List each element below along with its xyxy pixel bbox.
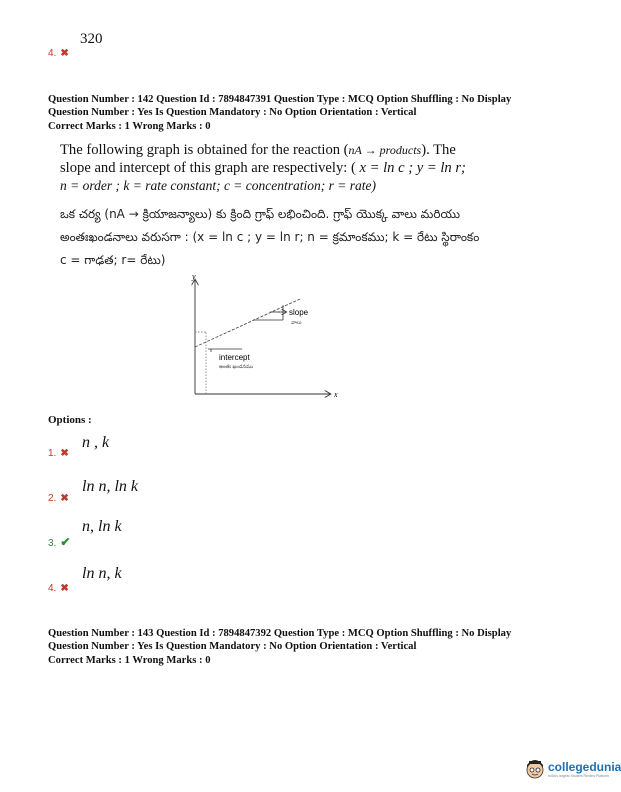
slope-label-telugu: వాలు [291, 320, 302, 326]
slope-label: slope [289, 308, 309, 317]
next-question-meta-line2: Question Number : Yes Is Question Mandatory : No Option Orientation : Vertical [48, 641, 417, 652]
option-4-number: 4. [48, 583, 57, 594]
wrong-mark-icon: ✖ [60, 583, 69, 594]
options-heading: Options : [48, 414, 92, 426]
option-4-marker [48, 578, 69, 596]
collegedunia-logo [524, 758, 621, 780]
next-question-marks: Correct Marks : 1 Wrong Marks : 0 [48, 655, 211, 666]
question-text-line2: slope and intercept of this graph are respectively: ( x = ln c ; y = ln r; [60, 160, 466, 176]
logo-tagline: India's largest Student Review Platform [548, 774, 609, 778]
reaction-graph [180, 272, 360, 407]
option-1-number: 1. [48, 448, 57, 459]
prev-option-number: 4. [48, 48, 57, 59]
wrong-mark-icon: ✖ [60, 493, 69, 504]
option-3-text[interactable]: n, ln k [82, 518, 122, 535]
wrong-mark-icon: ✖ [60, 48, 69, 59]
page-number: 320 [80, 31, 103, 47]
correct-check-icon: ✔ [60, 535, 71, 549]
x-axis-label: x [334, 390, 338, 399]
question-text-line3: n = order ; k = rate constant; c = concentration; r = rate) [60, 178, 377, 193]
wrong-mark-icon: ✖ [60, 448, 69, 459]
plot-line [195, 299, 300, 347]
option-2-text[interactable]: ln n, ln k [82, 478, 138, 495]
question-meta-line1: Question Number : 142 Question Id : 7894847391 Question Type : MCQ Option Shuffling : No Display [48, 94, 512, 105]
option-1-text[interactable]: n , k [82, 434, 110, 451]
next-question-meta-line1: Question Number : 143 Question Id : 7894847392 Question Type : MCQ Option Shuffling : No Display [48, 628, 512, 639]
y-axis-label: y [192, 272, 196, 281]
option-4-text[interactable]: ln n, k [82, 565, 122, 582]
question-telugu-line2: అంతఃఖండనాలు వరుసగా : (x = ln c ; y = ln r; n = క్రమాంకము; k = రేటు స్థిరాంకం [60, 230, 480, 244]
intercept-label: intercept [219, 353, 250, 362]
option-1-marker [48, 443, 69, 461]
intercept-label-telugu: అంతః ఖండనము [219, 364, 254, 370]
question-meta-line2: Question Number : Yes Is Question Mandatory : No Option Orientation : Vertical [48, 107, 417, 118]
question-marks: Correct Marks : 1 Wrong Marks : 0 [48, 121, 211, 132]
option-3-number: 3. [48, 538, 57, 549]
option-2-number: 2. [48, 493, 57, 504]
logo-name: collegedunia [548, 760, 621, 774]
question-text-line1: The following graph is obtained for the reaction (nA → products). The [60, 142, 456, 158]
question-telugu-line3: c = గాఢత; r= రేటు) [60, 253, 166, 267]
prev-option-marker [48, 43, 69, 61]
option-2-marker [48, 488, 69, 506]
option-3-marker [48, 533, 70, 551]
mascot-icon [524, 758, 546, 780]
question-telugu-line1: ఒక చర్య (nA → క్రియాజన్యాలు) కు క్రింది గ్రాఫ్ లభించింది. గ్రాఫ్ యొక్క వాలు మరియు [60, 207, 461, 221]
